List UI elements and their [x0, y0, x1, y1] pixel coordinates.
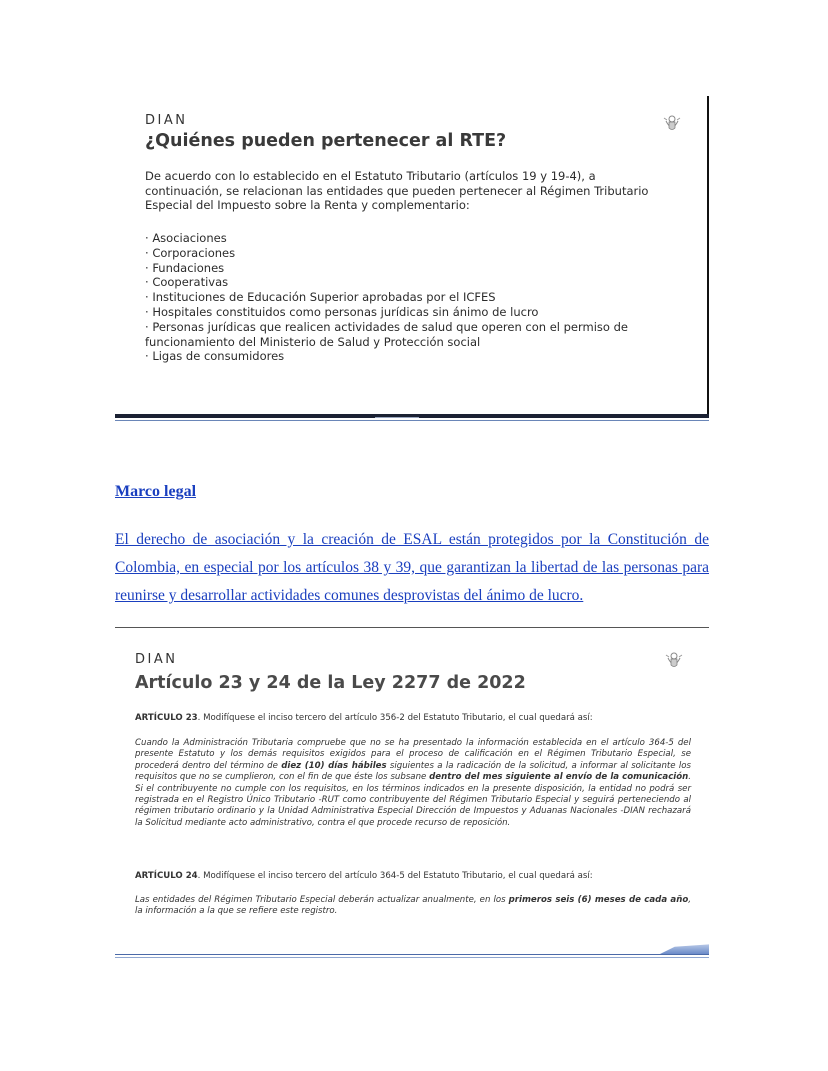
slide-footer-mark [375, 417, 419, 418]
entity-list [145, 231, 685, 364]
article-23-intro [135, 713, 691, 724]
slide-title: Artículo 23 y 24 de la Ley 2277 de 2022 [135, 673, 526, 693]
quote-text: . Si el contribuyente no cumple con los requisitos, en los términos indicados en la presente disposición, la entidad no podrá ser registrada en el Registro Único Tributario -RUT como contribuyente del Régimen Tributario Especial y seguirá perteneciendo al régimen tributario ordinario y la Unidad Administrativa Especial Dirección de Impuestos y Aduanas Nacionales -DIAN rechazará la Solicitud mediante acto administrativo, contra el que procede recurso de reposición. [135, 772, 691, 828]
article-24-intro [135, 871, 691, 882]
article-24-text: . Modifíquese el inciso tercero del artículo 364-5 del Estatuto Tributario, el cual quedará así: [197, 871, 593, 881]
list-item: · Hospitales constituidos como personas jurídicas sin ánimo de lucro [145, 305, 685, 320]
list-item: · Instituciones de Educación Superior aprobadas por el ICFES [145, 290, 685, 305]
article-24-label: ARTÍCULO 24 [135, 871, 198, 881]
article-23-label: ARTÍCULO 23 [135, 713, 198, 723]
article-23-quote [135, 738, 691, 829]
quote-emphasis: diez (10) días hábiles [281, 760, 387, 771]
slide-top-rule [115, 627, 709, 628]
slide-intro: De acuerdo con lo establecido en el Estatuto Tributario (artículos 19 y 19-4), a continuación, se relacionan las entidades que pueden pertenecer al Régimen Tributario Especial del Impuesto sobre la Renta y complementario: [145, 169, 649, 212]
list-item: · Asociaciones [145, 231, 685, 246]
slide-right-border [707, 96, 709, 418]
list-item: · Corporaciones [145, 246, 685, 261]
quote-text: Cuando la Administración Tributaria compruebe que no se ha presentado la información establecida en el artículo 364-5 del presente Estatuto y los demás requisitos exigidos para el proceso de calificación en el Régimen Tributario Especial, se procederá dentro del término de [135, 738, 691, 771]
quote-text: , la información a la que se refiere este registro. [135, 895, 691, 917]
quote-emphasis: dentro del mes siguiente al envío de la comunicación [429, 772, 689, 783]
list-item: · Personas jurídicas que realicen actividades de salud que operen con el permiso de funcionamiento del Ministerio de Salud y Protección social [145, 320, 685, 350]
list-item: · Ligas de consumidores [145, 349, 685, 364]
dian-logo: DIAN [135, 652, 178, 667]
dian-logo: DIAN [145, 113, 188, 128]
slide-bottom-rule [115, 954, 709, 955]
quote-text: siguientes a la radicación de la solicitud, a informar al solicitante los requisitos que no se cumplieron, con el fin de que éste los subsane [135, 760, 691, 783]
slide-bottom-rule-2 [115, 957, 709, 958]
colombia-crest-icon [665, 650, 683, 670]
slide-title: ¿Quiénes pueden pertenecer al RTE? [145, 131, 507, 151]
slide-bottom-rule [115, 420, 709, 421]
quote-text: Las entidades del Régimen Tributario Especial deberán actualizar anualmente, en los [135, 895, 509, 905]
list-item: · Fundaciones [145, 261, 685, 276]
list-item: · Cooperativas [145, 275, 685, 290]
slide-rte-entities [115, 96, 709, 423]
slide-corner-wave [660, 942, 709, 954]
article-23-text: . Modifíquese el inciso tercero del artículo 356-2 del Estatuto Tributario, el cual quedará así: [197, 713, 593, 723]
quote-emphasis: primeros seis (6) meses de cada año [508, 895, 689, 905]
article-24-quote [135, 895, 691, 918]
marco-legal-heading[interactable]: Marco legal [115, 483, 197, 500]
colombia-crest-icon [663, 113, 681, 133]
marco-legal-text[interactable]: El derecho de asociación y la creación de ESAL están protegidos por la Constitución de Colombia, en especial por los artículos 38 y 39, que garantizan la libertad de las personas para reunirse y desarrollar actividades comunes desprovistas del ánimo de lucro. [115, 531, 709, 604]
slide-ley-2277 [115, 627, 709, 960]
